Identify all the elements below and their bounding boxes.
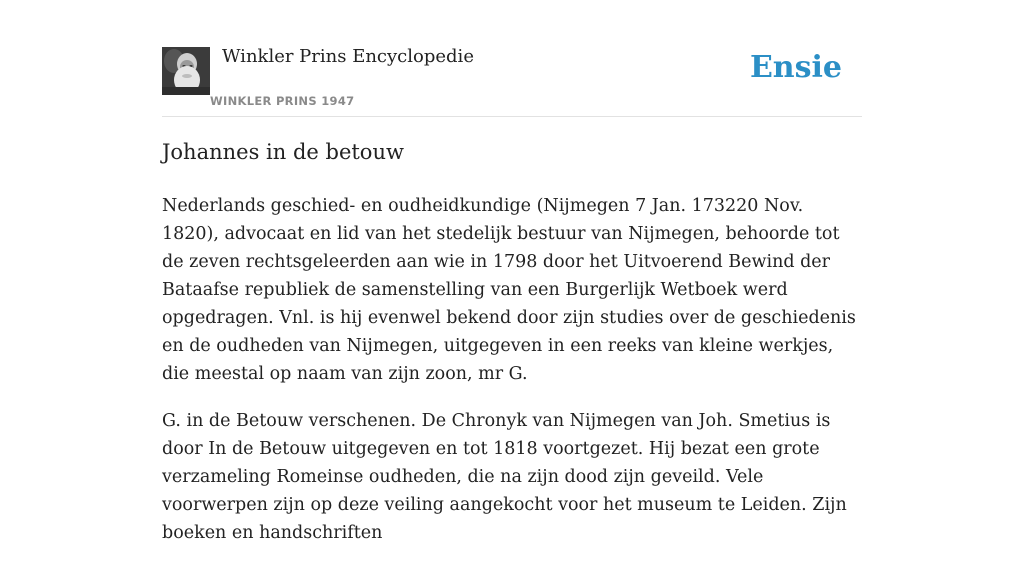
bearded-man-portrait-icon[interactable]	[162, 47, 210, 95]
article-title: Johannes in de betouw	[162, 140, 404, 164]
article-paragraph: G. in de Betouw verschenen. De Chronyk van Nijmegen van Joh. Smetius is door In de Betouw uitgegeven en tot 1818 voortgezet. Hij bezat een grote verzameling Romeinse oudheden, die na zijn dood zijn geveild. Vele voorwerpen zijn op deze veiling aangekocht voor het museum te Leiden. Zijn boeken en handschriften	[162, 411, 847, 543]
edition-label[interactable]: WINKLER PRINS 1947	[210, 94, 355, 108]
brand-logo[interactable]: Ensie	[749, 50, 842, 85]
article-body	[162, 192, 862, 566]
site-header	[162, 0, 862, 117]
site-name[interactable]: Winkler Prins Encyclopedie	[222, 46, 474, 67]
article-paragraph: Nederlands geschied- en oudheidkundige (Nijmegen 7 Jan. 173220 Nov. 1820), advocaat en lid van het stedelijk bestuur van Nijmegen, behoorde tot de zeven rechtsgeleerden aan wie in 1798 door het Uitvoerend Bewind der Bataafse republiek de samenstelling van een Burgerlijk Wetboek werd opgedragen. Vnl. is hij evenwel bekend door zijn studies over de geschiedenis en de oudheden van Nijmegen, uitgegeven in een reeks van kleine werkjes, die meestal op naam van zijn zoon, mr G.	[162, 196, 856, 384]
